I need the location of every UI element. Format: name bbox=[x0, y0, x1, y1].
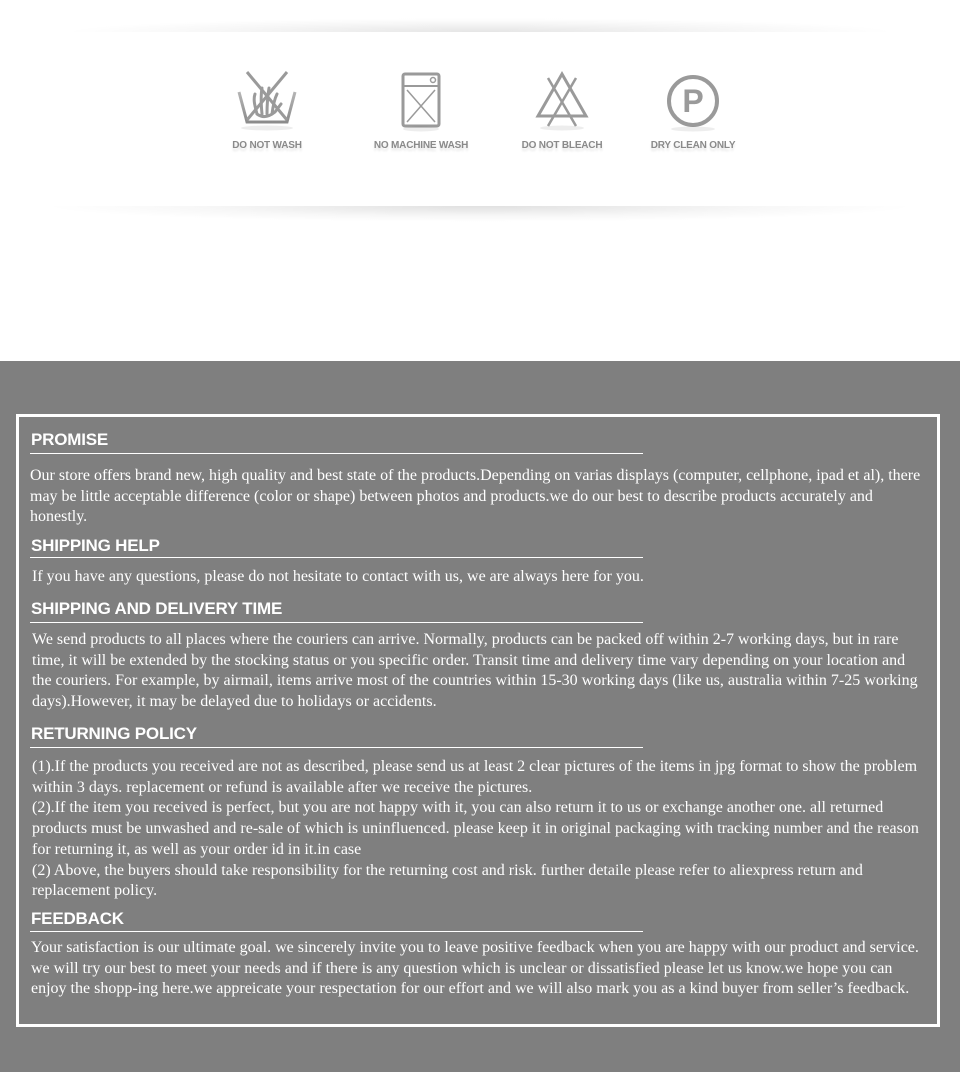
care-label: DRY CLEAN ONLY bbox=[650, 140, 736, 151]
care-item-do-not-bleach bbox=[502, 64, 622, 151]
feedback-body: Your satisfaction is our ultimate goal. we sincerely invite you to leave positive feedback when you are happy with our product and service. we will try our best to meet your needs and if there is any question which is unclear or dissatisfied please let us know.we hope you can enjoy the shopp-ing here.we appreicate your respectation for our effort and we will also mark you as a kind buyer from seller’s feedback. bbox=[31, 939, 919, 998]
care-label: NO MACHINE WASH bbox=[373, 140, 469, 151]
shipping-delivery-body: We send products to all places where the couriers can arrive. Normally, products can be packed off within 2-7 working days, but in rare time, it will be extended by the stocking status or you specific order. Transit time and delivery time vary depending on your location and the couriers. For example, by airmail, items arrive most of the countries within 15-30 working days (like us, australia within 7-25 working days).However, it may be delayed due to holidays or accidents. bbox=[32, 631, 918, 711]
care-instructions-panel bbox=[0, 0, 960, 361]
shipping-help-body: If you have any questions, please do not hesitate to contact with us, we are always here for you. bbox=[32, 568, 644, 585]
panel-bottom-shadow bbox=[40, 206, 920, 222]
dry-clean-only-icon bbox=[661, 64, 725, 132]
section-divider bbox=[30, 931, 643, 932]
shipping-delivery-title: SHIPPING AND DELIVERY TIME bbox=[31, 599, 283, 618]
returning-policy-body bbox=[32, 757, 924, 902]
policy-box bbox=[16, 414, 940, 1027]
care-item-dry-clean-only bbox=[633, 64, 753, 151]
section-divider bbox=[30, 747, 643, 748]
shipping-help-title: SHIPPING HELP bbox=[31, 536, 160, 555]
care-label: DO NOT BLEACH bbox=[521, 140, 603, 151]
do-not-wash-icon bbox=[235, 64, 299, 132]
panel-top-shadow bbox=[60, 18, 900, 32]
returning-policy-title: RETURNING POLICY bbox=[31, 724, 197, 743]
promise-body: Our store offers brand new, high quality and best state of the products.Depending on varias displays (computer, cellphone, ipad et al), there may be little acceptable difference (color or shape) between photos and products.we do our best to describe products accurately and honestly. bbox=[30, 467, 921, 526]
dry-clean-symbol: P bbox=[682, 83, 704, 119]
store-policy-section bbox=[0, 361, 960, 1072]
section-divider bbox=[30, 622, 643, 623]
promise-title: PROMISE bbox=[31, 430, 109, 449]
no-machine-wash-icon bbox=[389, 64, 453, 132]
returning-policy-item-2: (2).If the item you received is perfect, but you are not happy with it, you can also return it to us or exchange another one. all returned products must be unwashed and re-sale of which is uninfluenced. please keep it in original packaging with tracking number and the reason for returning it, as well as your order id in it.in case bbox=[32, 799, 919, 858]
do-not-bleach-icon bbox=[530, 64, 594, 132]
care-item-do-not-wash bbox=[207, 64, 327, 151]
returning-policy-item-1: (1).If the products you received are not as described, please send us at least 2 clear pictures of the items in jpg format to show the problem within 3 days. replacement or refund is available after we receive the pictures. bbox=[32, 758, 918, 796]
section-divider bbox=[30, 557, 643, 558]
care-label: DO NOT WASH bbox=[232, 140, 302, 151]
feedback-title: FEEDBACK bbox=[31, 909, 124, 928]
returning-policy-item-3: (2) Above, the buyers should take responsibility for the returning cost and risk. further detaile please refer to aliexpress return and replacement policy. bbox=[32, 861, 863, 900]
section-divider bbox=[30, 453, 643, 454]
care-item-no-machine-wash bbox=[361, 64, 481, 151]
